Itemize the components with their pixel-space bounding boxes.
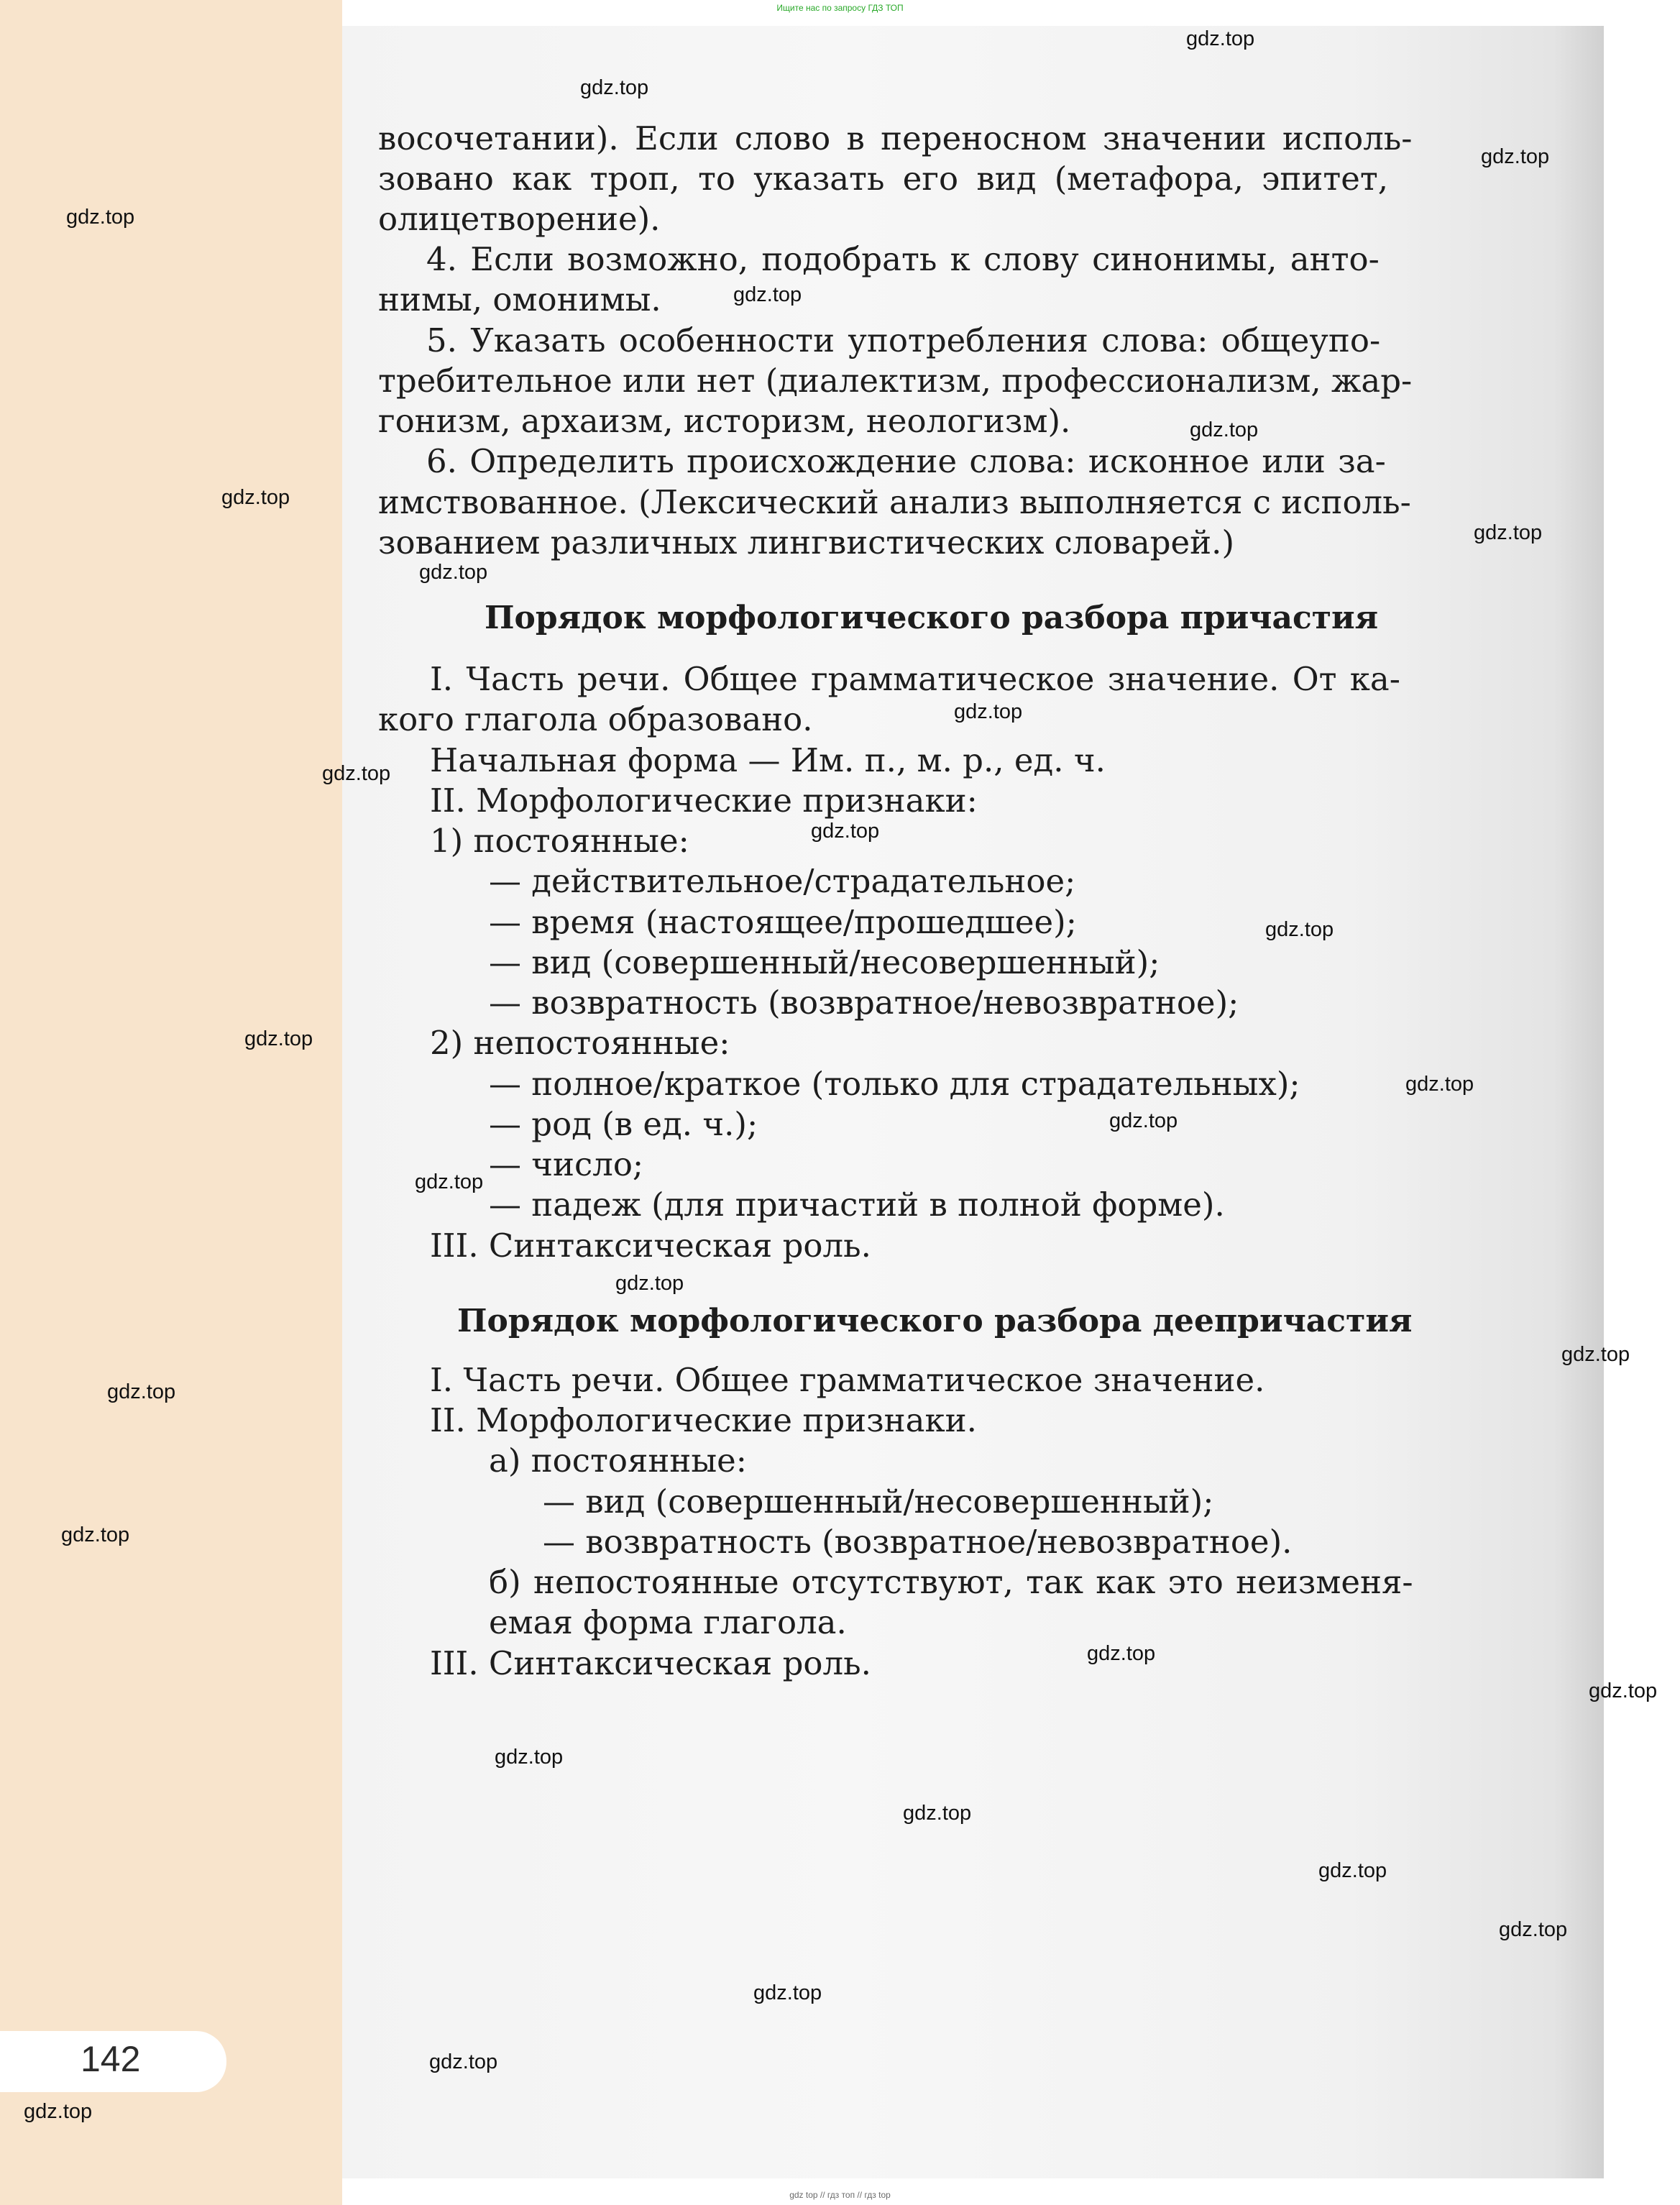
watermark: gdz.top [1265, 918, 1334, 941]
gerund-line: — возвратность (возвратное/невозвратное). [543, 1523, 1293, 1561]
watermark: gdz.top [221, 486, 290, 509]
gerund-line: — вид (совершенный/несовершенный); [543, 1482, 1214, 1521]
watermark: gdz.top [811, 820, 880, 843]
participle-heading: Порядок морфологического разбора причастия [485, 600, 1379, 636]
gerund-line: I. Часть речи. Общее грамматическое значение. [430, 1361, 1265, 1399]
watermark: gdz.top [1481, 145, 1550, 168]
participle-line: — вид (совершенный/несовершенный); [489, 943, 1160, 981]
participle-line: 2) непостоянные: [430, 1024, 730, 1062]
scan-edge [1604, 0, 1680, 2205]
participle-line: II. Морфологические признаки: [430, 781, 978, 820]
participle-line: — возвратность (возвратное/невозвратное); [489, 984, 1239, 1022]
watermark: gdz.top [66, 206, 135, 229]
watermark: gdz.top [429, 2050, 498, 2073]
watermark: gdz.top [1190, 418, 1259, 441]
watermark: gdz.top [1318, 1859, 1387, 1882]
participle-line: — падеж (для причастий в полной форме). [489, 1186, 1225, 1224]
participle-line: кого глагола образовано. [378, 700, 813, 738]
intro-line: нимы, омонимы. [378, 280, 661, 318]
watermark: gdz.top [495, 1746, 564, 1769]
page-number-badge [0, 2031, 226, 2092]
participle-line: III. Синтаксическая роль. [430, 1227, 871, 1265]
participle-line: — действительное/страдательное; [489, 862, 1076, 900]
watermark: gdz.top [1561, 1343, 1630, 1366]
gerund-line: б) непостоянные отсутствуют, так как это неизменя- [489, 1563, 1413, 1601]
watermark: gdz.top [1474, 521, 1543, 544]
watermark: gdz.top [1405, 1073, 1474, 1096]
intro-line: зованием различных лингвистических словарей.) [378, 523, 1235, 561]
intro-line: 6. Определить происхождение слова: исконное или за- [426, 442, 1386, 480]
gerund-line: II. Морфологические признаки. [430, 1401, 977, 1439]
intro-line: олицетворение). [378, 200, 661, 238]
gerund-line: III. Синтаксическая роль. [430, 1644, 871, 1682]
participle-line: 1) постоянные: [430, 822, 689, 860]
watermark: gdz.top [753, 1981, 822, 2004]
intro-line: гонизм, архаизм, историзм, неологизм). [378, 402, 1071, 440]
participle-line: — время (настоящее/прошедшее); [489, 903, 1077, 941]
watermark: gdz.top [61, 1523, 130, 1546]
participle-line: — число; [489, 1145, 644, 1183]
participle-line: I. Часть речи. Общее грамматическое значение. От ка- [430, 660, 1400, 698]
gerund-line: а) постоянные: [489, 1441, 747, 1480]
watermark: gdz.top [1186, 27, 1255, 50]
watermark: gdz.top [1087, 1642, 1156, 1665]
watermark: gdz.top [244, 1027, 313, 1050]
watermark: gdz.top [733, 283, 802, 306]
bottom-banner[interactable]: gdz top // гдз топ // гдз top [789, 2190, 891, 2200]
intro-line: 5. Указать особенности употребления слова: общеупо- [426, 321, 1381, 359]
watermark: gdz.top [322, 762, 391, 785]
watermark: gdz.top [415, 1170, 484, 1193]
page-margin [0, 0, 342, 2205]
participle-line: Начальная форма — Им. п., м. р., ед. ч. [430, 741, 1106, 779]
gerund-heading: Порядок морфологического разбора деепричастия [457, 1303, 1413, 1339]
intro-line: имствованное. (Лексический анализ выполняется с исполь- [378, 483, 1411, 521]
intro-line: требительное или нет (диалектизм, профессионализм, жар- [378, 362, 1413, 400]
gerund-line: емая форма глагола. [489, 1603, 847, 1641]
watermark: gdz.top [107, 1380, 176, 1403]
watermark: gdz.top [580, 76, 649, 99]
page-number: 142 [81, 2039, 141, 2079]
participle-line: — полное/краткое (только для страдательных); [489, 1065, 1300, 1103]
watermark: gdz.top [903, 1802, 972, 1825]
top-banner[interactable]: Ищите нас по запросу ГДЗ ТОП [776, 3, 904, 13]
intro-line: зовано как троп, то указать его вид (метафора, эпитет, [378, 160, 1389, 198]
watermark: gdz.top [1109, 1109, 1178, 1132]
intro-line: 4. Если возможно, подобрать к слову синонимы, анто- [426, 240, 1380, 278]
watermark: gdz.top [615, 1272, 684, 1295]
watermark: gdz.top [419, 561, 488, 584]
watermark: gdz.top [1589, 1679, 1658, 1702]
intro-line: восочетании). Если слово в переносном значении исполь- [378, 119, 1413, 157]
watermark: gdz.top [1499, 1918, 1568, 1941]
participle-line: — род (в ед. ч.); [489, 1105, 758, 1143]
watermark: gdz.top [24, 2100, 93, 2123]
watermark: gdz.top [954, 700, 1023, 723]
